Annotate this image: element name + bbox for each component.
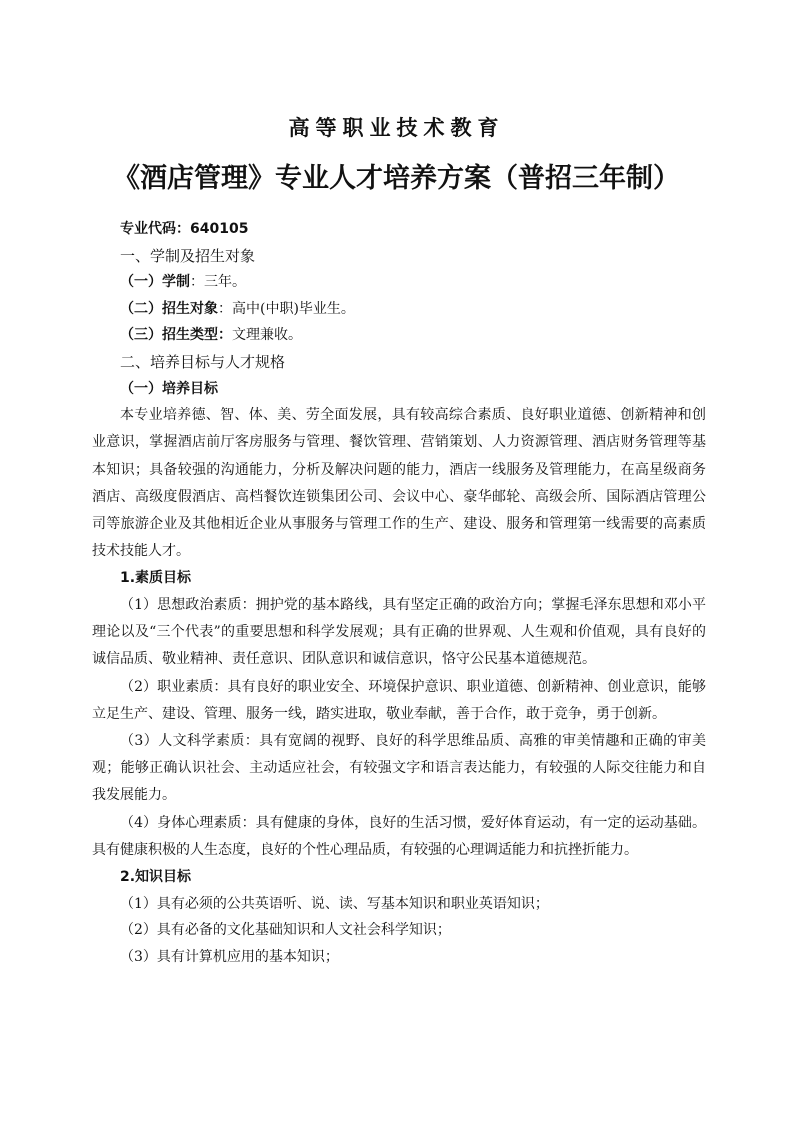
section1-heading: 一、学制及招生对象 xyxy=(120,246,256,265)
item-label: 招生对象 xyxy=(162,300,218,317)
quality-item-4: （4）身体心理素质：具有健康的身体，良好的生活习惯，爱好体育运动，有一定的运动基础。具有健康积极的人生态度，良好的个性心理品质，有较强的心理调适能力和抗挫折能力。 xyxy=(92,814,706,858)
document-title-line2: 《酒店管理》专业人才培养方案（普招三年制） xyxy=(113,163,680,194)
section2-heading: 二、培养目标与人才规格 xyxy=(120,352,286,371)
major-code-value: 640105 xyxy=(190,221,249,237)
document-title-line1: 高等职业技术教育 xyxy=(288,116,505,140)
knowledge-item-2: （2）具有必备的文化基础知识和人文社会科学知识； xyxy=(120,922,451,939)
quality-item-3: （3）人文科学素质：具有宽阔的视野、良好的科学思维品质、高雅的审美情趣和正确的审美观；能够正确认识社会、主动适应社会，有较强文字和语言表达能力，有较强的人际交往能力和自我发展能力。 xyxy=(92,732,706,804)
section1-item-duration xyxy=(92,269,706,296)
item-label: 学制 xyxy=(162,274,190,291)
training-goal-paragraph: 本专业培养德、智、体、美、劳全面发展，具有较高综合素质、良好职业道德、创新精神和创业意识，掌握酒店前厅客房服务与管理、餐饮管理、营销策划、人力资源管理、酒店财务管理等基本知识；具备较强的沟通能力，分析及解决问题的能力，酒店一线服务及管理能力，在高星级商务酒店、高级度假酒店、高档餐饮连锁集团公司、会议中心、豪华邮轮、高级会所、国际酒店管理公司等旅游企业及其他相近企业从事服务与管理工作的生产、建设、服务和管理第一线需要的高素质技术技能人才。 xyxy=(92,407,706,560)
item-prefix: （二） xyxy=(120,300,162,317)
item-label: 招生类型： xyxy=(162,327,232,344)
knowledge-goal-heading: 2.知识目标 xyxy=(120,869,192,885)
item-value: 高中(中职)毕业生。 xyxy=(232,300,355,317)
document-body xyxy=(92,216,706,970)
item-sep: ： xyxy=(190,274,204,291)
training-goal-heading: （一）培养目标 xyxy=(120,380,218,397)
item-value: 三年。 xyxy=(204,274,246,291)
major-code-label: 专业代码： xyxy=(120,221,190,237)
item-prefix: （三） xyxy=(120,327,162,344)
quality-item-1: （1）思想政治素质：拥护党的基本路线，具有坚定正确的政治方向；掌握毛泽东思想和邓小平理论以及“三个代表”的重要思想和科学发展观；具有正确的世界观、人生观和价值观，具有良好的诚信品质、敬业精神、责任意识、团队意识和诚信意识，恪守公民基本道德规范。 xyxy=(92,596,706,668)
item-value: 文理兼收。 xyxy=(232,327,302,344)
section1-item-enrollment-target xyxy=(92,296,706,323)
knowledge-item-1: （1）具有必须的公共英语听、说、读、写基本知识和职业英语知识； xyxy=(120,895,549,912)
quality-item-2: （2）职业素质：具有良好的职业安全、环境保护意识、职业道德、创新精神、创业意识，能够立足生产、建设、管理、服务一线，踏实进取，敬业奉献，善于合作，敢于竞争，勇于创新。 xyxy=(92,678,706,722)
major-code xyxy=(92,216,706,243)
section1-item-enrollment-type xyxy=(92,322,706,349)
item-prefix: （一） xyxy=(120,274,162,291)
quality-goal-heading: 1.素质目标 xyxy=(120,570,192,587)
item-sep: ： xyxy=(218,300,232,317)
knowledge-item-3: （3）具有计算机应用的基本知识； xyxy=(120,948,339,965)
